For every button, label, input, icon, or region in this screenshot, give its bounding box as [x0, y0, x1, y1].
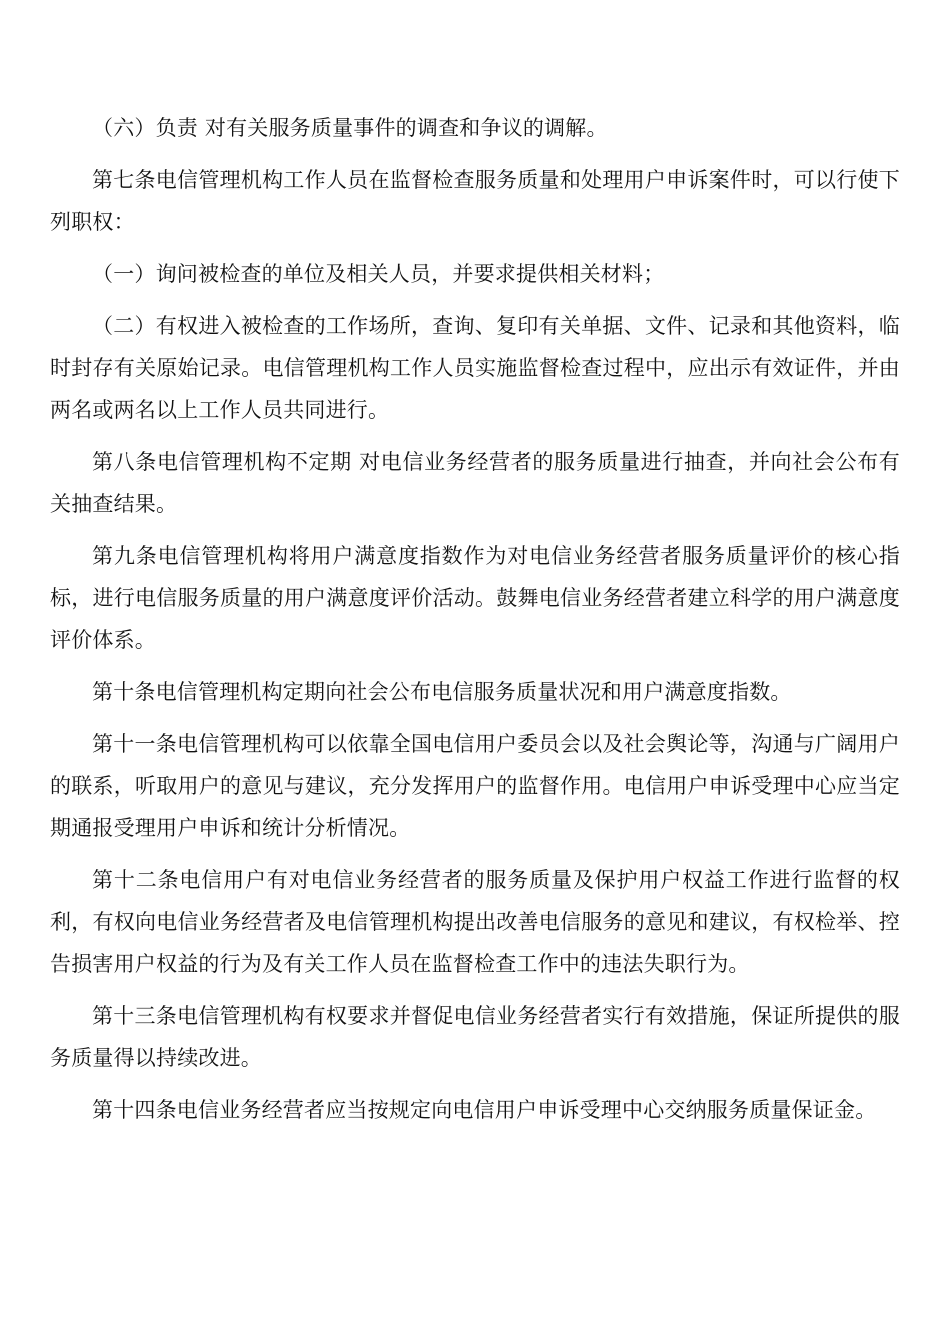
paragraph-item-6: （六）负责 对有关服务质量事件的调查和争议的调解。 [92, 116, 608, 140]
article-7: 第七条电信管理机构工作人员在监督检查服务质量和处理用户申诉案件时，可以行使下列职权： [50, 168, 900, 234]
document-body [50, 107, 900, 1141]
article-11: 第十一条电信管理机构可以依靠全国电信用户委员会以及社会舆论等，沟通与广阔用户的联系，听取用户的意见与建议，充分发挥用户的监督作用。电信用户申诉受理中心应当定期通报受理用户申诉和统计分析情况。 [50, 732, 900, 840]
article-12: 第十二条电信用户有对电信业务经营者的服务质量及保护用户权益工作进行监督的权利，有权向电信业务经营者及电信管理机构提出改善电信服务的意见和建议，有权检举、控告损害用户权益的行为及有关工作人员在监督检查工作中的违法失职行为。 [50, 868, 900, 976]
article-7-item-2: （二）有权进入被检查的工作场所，查询、复印有关单据、文件、记录和其他资料，临时封存有关原始记录。电信管理机构工作人员实施监督检查过程中，应出示有效证件，并由两名或两名以上工作人员共同进行。 [50, 314, 900, 422]
article-7-item-1: （一）询问被检查的单位及相关人员，并要求提供相关材料； [92, 262, 665, 286]
article-8: 第八条电信管理机构不定期 对电信业务经营者的服务质量进行抽查，并向社会公布有关抽查结果。 [50, 450, 900, 516]
article-10: 第十条电信管理机构定期向社会公布电信服务质量状况和用户满意度指数。 [92, 680, 792, 704]
article-14: 第十四条电信业务经营者应当按规定向电信用户申诉受理中心交纳服务质量保证金。 [92, 1098, 877, 1122]
article-9: 第九条电信管理机构将用户满意度指数作为对电信业务经营者服务质量评价的核心指标，进行电信服务质量的用户满意度评价活动。鼓舞电信业务经营者建立科学的用户满意度评价体系。 [50, 544, 900, 652]
article-13: 第十三条电信管理机构有权要求并督促电信业务经营者实行有效措施，保证所提供的服务质量得以持续改进。 [50, 1004, 900, 1070]
